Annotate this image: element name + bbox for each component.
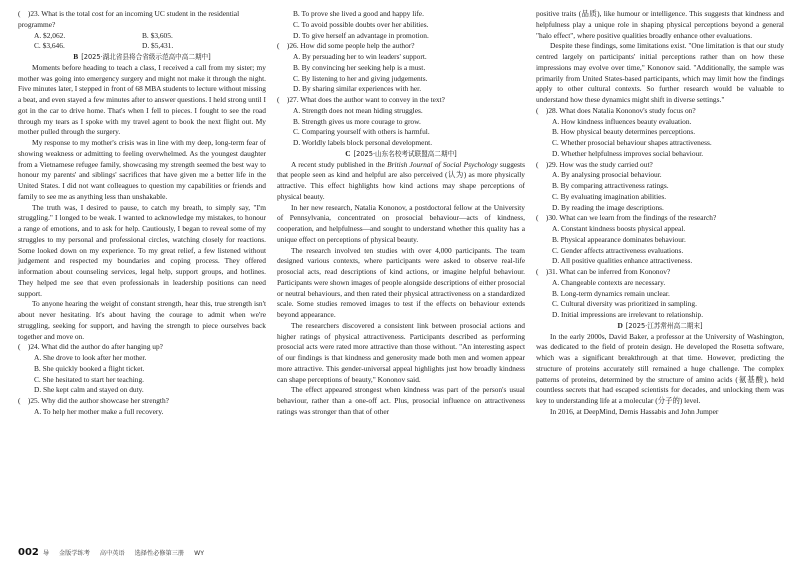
q30-option-a: A. Constant kindness boosts physical appeal. [552,224,686,233]
q27-option-b: B. Strength gives us more courage to grow. [293,116,421,126]
question-26-stem: ( )26. How did some people help the author? [277,41,415,51]
passage-c-source: [2025·山东名校考试联盟高二期中] [353,149,457,158]
passage-d-header [536,321,784,332]
q30-option-c: C. Gender affects attractiveness evaluations. [552,245,684,255]
q25-option-b: B. To prove she lived a good and happy life. [293,9,424,18]
q26-option-c: C. By listening to her and giving judgements. [293,73,428,83]
footer-series: 金版学练考 [59,550,90,557]
question-23-options [18,31,266,53]
passage-b-para-2: My response to my mother's crisis was in line with my deep, long-term fear of showing weakness or admitting to feeling overwhelmed. As the youngest daughter from a Vietnamese refugee family, showcasing my strength seemed the best way to honour my parents' and siblings' sacrifices that have given me a better life in the United States. I did not want colleagues to question my capabilities or friends and family to see me as anything less than unshakable. [18,138,266,201]
footer-level: 高中英语 [99,550,125,557]
q23-option-d: D. $5,431. [142,41,174,51]
question-27-stem: ( )27. What does the author want to convey in the text? [277,95,445,104]
passage-b-letter: B [73,52,79,61]
question-31-stem: ( )31. What can be inferred from Kononov? [536,267,671,276]
passage-c-para-5: The effect appeared strongest when kindness was part of the person's usual behaviour, rather than a one-off act. Plus, prosocial influence on attractiveness ratings was stronger than that of other [277,385,525,416]
q31-option-d: D. Initial impressions are irrelevant to relationship. [552,310,704,319]
q28-option-d: D. Whether helpfulness improves social behaviour. [552,148,704,158]
q26-option-a: A. By persuading her to win leaders' support. [293,52,427,61]
passage-b-para-4: To anyone hearing the weight of constant strength, hear this, true strength isn't about never hesitating. It's about having the courage to admit when we're struggling, seeking for support, and having the strength to piece ourselves back together and move on. [18,299,266,341]
question-25-stem: ( )25. Why did the author showcase her strength? [18,396,169,405]
q25-option-d: D. To give herself an advantage in promotion. [293,30,429,40]
passage-d-para-2: In 2016, at DeepMind, Demis Hassabis and John Jumper [550,406,719,416]
column-right [536,9,784,418]
question-30-stem: ( )30. What can we learn from the findings of the research? [536,213,717,223]
passage-b-header [18,52,266,63]
passage-d-letter: D [617,320,623,330]
q29-option-a: A. By analysing prosocial behaviour. [552,170,662,180]
q29-option-d: D. By reading the image descriptions. [552,202,664,212]
q27-option-a: A. Strength does not mean hiding struggles. [293,105,423,115]
footer-edition: WY [194,550,204,557]
q23-option-c: C. $3,646. [34,41,65,51]
q24-option-d: D. She kept calm and stayed on duty. [34,385,144,395]
q23-option-b: B. $3,605. [142,30,173,40]
q28-option-c: C. Whether prosocial behaviour shapes attractiveness. [552,138,712,147]
passage-b-source: [2025·湖北省县将合省级示范高中高二期中] [81,53,211,61]
passage-c-header [277,149,525,160]
q28-option-a: A. How kindness influences beauty evaluation. [552,116,692,126]
q27-option-d: D. Worldly labels block personal development. [293,138,433,147]
question-23-stem: ( )23. What is the total cost for an incoming UC student in the residential programme? [18,9,240,29]
q26-option-b: B. By convincing her seeking help is a must. [293,62,426,72]
passage-c-para-5-cont: positive traits (品质), like humour or intelligence. This suggests that kindness and helpfulness play a unique role in shaping physical perceptions beyond a general "halo effect", where positive qualities broadly enhance other evaluations. [536,9,784,40]
passage-b-para-3: The truth was, I desired to pause, to catch my breath, to simply say, "I'm struggling." I longed to be weak. I wanted to acknowledge my mistakes, to honour a range of emotions, and to ask for help. Cautiously, I began to reveal some of my struggles to my personal and professional circles, watching closely for reactions. Some looked down on my experience. To my great relief, a few listened without judgement and respected my boundaries and coping process. They offered information about counseling services, legal help, support groups, and hotlines. They helped me see that even professionals in leadership positions can need support. [18,202,266,298]
passage-d-source: [2025·江苏常州高二期末] [625,321,703,330]
q31-option-c: C. Cultural diversity was prioritized in sampling. [552,299,697,309]
q30-option-b: B. Physical appearance dominates behaviour. [552,234,686,244]
q31-option-a: A. Changeable contexts are necessary. [552,277,666,287]
q26-option-d: D. By sharing similar experiences with her. [293,84,422,94]
q24-option-b: B. She quickly booked a flight ticket. [34,363,145,373]
journal-title: British Journal of Social Psychology [387,159,498,169]
q29-option-b: B. By comparing attractiveness ratings. [552,181,669,190]
q25-option-c: C. To avoid possible doubts over her abilities. [293,19,429,29]
q23-option-a: A. $2,062. [34,30,66,40]
question-29-stem: ( )29. How was the study carried out? [536,159,653,169]
q24-option-a: A. She drove to look after her mother. [34,353,147,362]
passage-c-letter: C [345,148,351,158]
passage-c-para-1 [277,160,525,203]
column-middle [277,9,525,418]
passage-c-para-1-start: A recent study published in the [291,159,388,169]
passage-c-para-2: In her new research, Natalia Kononov, a postdoctoral fellow at the University of Pennsylvania, concentrated on prosocial behaviour—acts of kindness, cooperation, and helpfulness—and sought to understand whether this quality has a unique effect on perceptions of physical beauty. [277,202,525,244]
passage-c-para-3: The research involved ten studies with over 4,000 participants. The team designed various contexts, where participants were asked to observe real-life prosocial acts, read descriptions of kind actions, or imagine helpful behaviour. Participants were shown images of people alongside descriptions of either prosocial or neutral behaviours, and then rated their physical attractiveness on a standardized scale. Some studies removed images to test if the effects on behaviour extends beyond appearance. [277,245,525,319]
q24-option-c: C. She hesitated to start her teaching. [34,374,145,384]
passage-b-para-1: Moments before heading to teach a class, I received a call from my sister; my mother was going into emergency surgery and might not make it through the night. Five minutes later, I stepped in front of 68 MBA students to lecture without missing a beat, and even stayed a few minutes after to answer questions. I held strong until I got in the car to drive home. That's when I fell to pieces. I fought to see the road through my tears as I spoke with my travel agent to book the next flight out. My mother pulled through the surgery. [18,62,266,137]
footer-book: 选择性必修第三册 [134,550,185,557]
passage-c-para-4: The researchers discovered a consistent link between prosocial actions and higher ratings of physical attractiveness. Participants described as performing prosocial acts were rated more attractive than those without. "An interesting aspect of our findings is that kindness and generosity made both men and women appear more attractive. This gender-universal appeal highlights just how broadly kindness can shape perceptions of beauty," Kononov said. [277,320,525,384]
footer-mark: 导 [42,550,50,557]
passage-c-para-1-end: suggests that people seen as kind and helpful are also perceived (认为) as more physically attractive. This effect highlights how kind actions may shape perceptions of physical beauty. [277,159,525,201]
q25-option-a: A. To help her mother make a full recovery. [34,406,164,416]
passage-c-para-6: Despite these findings, some limitations exist. "One limitation is that our study centred largely on participants' initial perceptions rather than on how these impressions may evolve over time," Kononov said. "Additionally, the sample was primarily from United States-based participants, which may limit how the findings apply to other cultural contexts. So further research would be valuable to understand how these dynamics might shift in diverse settings." [536,41,784,104]
q27-option-c: C. Comparing yourself with others is harmful. [293,127,430,137]
q28-option-b: B. How physical beauty determines perceptions. [552,127,696,137]
page-footer [18,547,204,558]
column-left [18,9,266,418]
question-28-stem: ( )28. What does Natalia Kononov's study focus on? [536,105,696,115]
q31-option-b: B. Long-term dynamics remain unclear. [552,288,670,298]
question-24-stem: ( )24. What did the author do after hanging up? [18,342,163,352]
q29-option-c: C. By evaluating imagination abilities. [552,191,667,201]
page-number: 002 [18,547,39,558]
passage-d-para-1: In the early 2000s, David Baker, a professor at the University of Washington, was dedicated to the field of protein design. He developed the Rosetta software, which was a significant breakthrough at that time. However, predicting the structure of proteins accurately still remained a huge challenge. The complex patterns of proteins, determined by the structure of amino acids (氨基酸), held countless secrets that had escaped scientists for decades, and unlocking them was key to understanding life at a molecular (分子的) level. [536,331,784,405]
q30-option-d: D. All positive qualities enhance attractiveness. [552,256,693,266]
